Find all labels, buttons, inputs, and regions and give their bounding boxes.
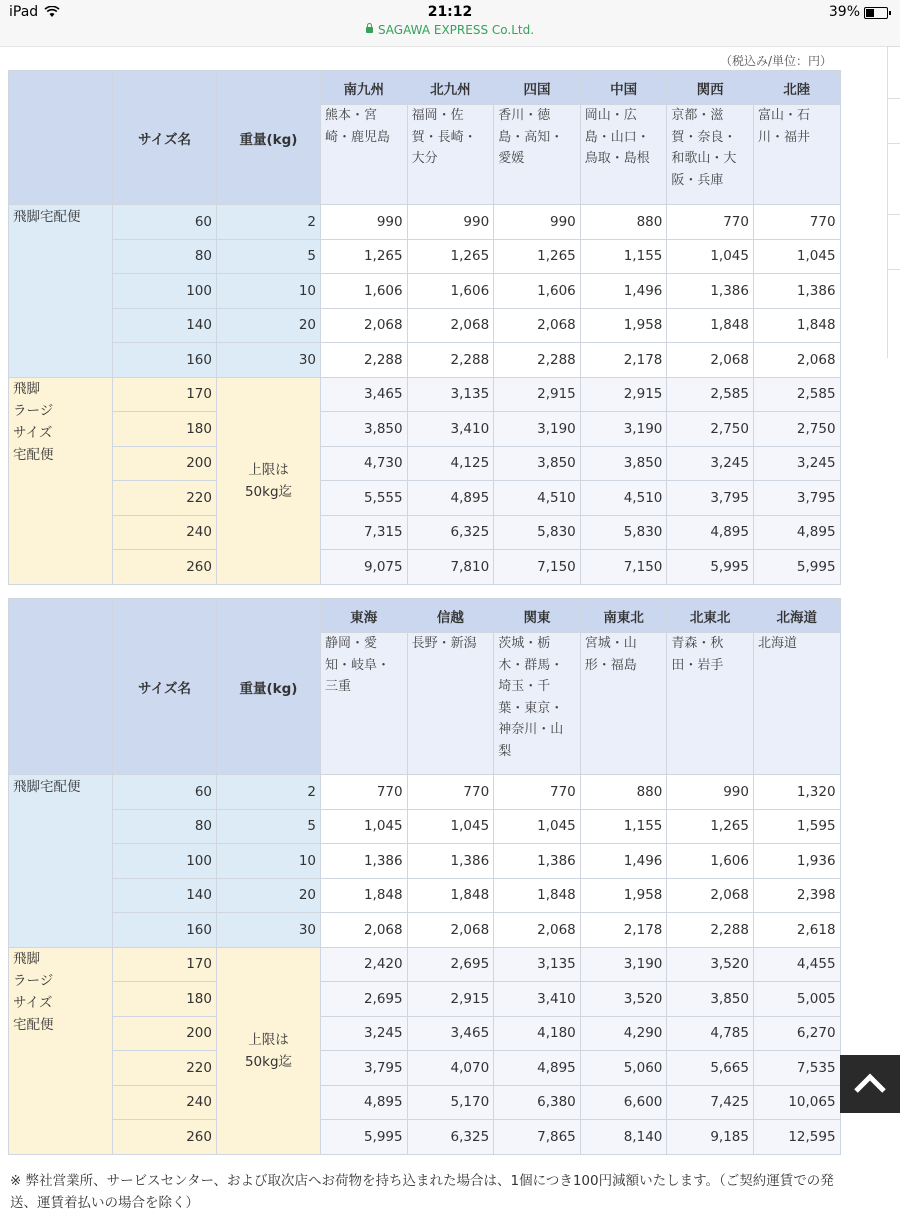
- size-header: サイズ名: [113, 71, 217, 205]
- weight-cell: 30: [217, 913, 321, 948]
- scroll-to-top-button[interactable]: [840, 1055, 900, 1113]
- price-cell: 4,510: [580, 481, 667, 516]
- size-cell: 260: [113, 1120, 217, 1155]
- size-cell: 220: [113, 1051, 217, 1086]
- price-cell: 770: [494, 775, 581, 810]
- size-cell: 140: [113, 878, 217, 913]
- weight-cell: 10: [217, 274, 321, 309]
- table-row: [9, 550, 841, 585]
- large-weight-limit: 上限は 50kg迄: [217, 947, 321, 1154]
- table-row: [9, 809, 841, 844]
- lock-icon: [366, 27, 373, 33]
- price-table-east: [8, 598, 841, 1155]
- price-cell: 4,895: [321, 1085, 408, 1120]
- price-cell: 1,386: [494, 844, 581, 879]
- weight-cell: 5: [217, 239, 321, 274]
- price-cell: 2,915: [494, 377, 581, 412]
- table-row: [9, 239, 841, 274]
- price-cell: 2,915: [580, 377, 667, 412]
- price-cell: 4,895: [494, 1051, 581, 1086]
- region-name: 関西: [667, 71, 754, 105]
- price-cell: 3,410: [494, 982, 581, 1017]
- price-cell: 1,848: [667, 308, 754, 343]
- price-cell: 1,155: [580, 809, 667, 844]
- price-cell: 770: [321, 775, 408, 810]
- service-standard-label: 飛脚宅配便: [9, 775, 113, 948]
- price-cell: 5,830: [580, 515, 667, 550]
- weight-header: 重量(kg): [217, 71, 321, 205]
- price-table-west: [8, 70, 841, 585]
- price-cell: 1,045: [753, 239, 840, 274]
- table-row: [9, 1120, 841, 1155]
- price-cell: 5,995: [321, 1120, 408, 1155]
- price-cell: 3,465: [407, 1016, 494, 1051]
- region-prefectures: 京都・滋 賀・奈良・ 和歌山・大 阪・兵庫: [667, 105, 754, 205]
- size-cell: 240: [113, 515, 217, 550]
- price-cell: 2,068: [321, 913, 408, 948]
- price-cell: 6,380: [494, 1085, 581, 1120]
- battery-icon: [864, 7, 888, 19]
- price-cell: 2,068: [494, 308, 581, 343]
- service-large-label: 飛脚 ラージ サイズ 宅配便: [9, 377, 113, 584]
- price-cell: 5,995: [667, 550, 754, 585]
- price-cell: 1,496: [580, 844, 667, 879]
- price-cell: 1,045: [667, 239, 754, 274]
- header-blank-cell: [9, 599, 113, 775]
- region-prefectures: 静岡・愛 知・岐阜・ 三重: [321, 633, 408, 775]
- region-prefectures: 岡山・広 島・山口・ 鳥取・島根: [580, 105, 667, 205]
- price-cell: 3,410: [407, 412, 494, 447]
- price-cell: 2,178: [580, 913, 667, 948]
- price-cell: 880: [580, 205, 667, 240]
- price-cell: 4,785: [667, 1016, 754, 1051]
- price-cell: 2,288: [407, 343, 494, 378]
- price-cell: 4,895: [667, 515, 754, 550]
- price-cell: 2,288: [494, 343, 581, 378]
- price-cell: 9,075: [321, 550, 408, 585]
- price-cell: 1,265: [494, 239, 581, 274]
- table-row: [9, 515, 841, 550]
- price-cell: 4,125: [407, 446, 494, 481]
- price-cell: 1,606: [407, 274, 494, 309]
- region-name: 中国: [580, 71, 667, 105]
- price-cell: 5,555: [321, 481, 408, 516]
- price-cell: 1,045: [494, 809, 581, 844]
- price-cell: 3,190: [494, 412, 581, 447]
- clock: 21:12: [427, 4, 473, 20]
- price-cell: 1,386: [753, 274, 840, 309]
- price-cell: 2,420: [321, 947, 408, 982]
- price-cell: 7,425: [667, 1085, 754, 1120]
- price-cell: 3,795: [321, 1051, 408, 1086]
- weight-cell: 10: [217, 844, 321, 879]
- price-cell: 1,848: [321, 878, 408, 913]
- price-cell: 2,068: [407, 308, 494, 343]
- price-cell: 880: [580, 775, 667, 810]
- battery-percent: 39%: [828, 4, 860, 20]
- price-cell: 3,850: [321, 412, 408, 447]
- price-cell: 5,060: [580, 1051, 667, 1086]
- table-row: [9, 1051, 841, 1086]
- address-bar[interactable]: [0, 23, 900, 37]
- price-cell: 7,535: [753, 1051, 840, 1086]
- region-prefectures: 富山・石 川・福井: [753, 105, 840, 205]
- price-cell: 1,936: [753, 844, 840, 879]
- price-cell: 3,465: [321, 377, 408, 412]
- service-standard-label: 飛脚宅配便: [9, 205, 113, 378]
- price-cell: 4,510: [494, 481, 581, 516]
- size-cell: 170: [113, 947, 217, 982]
- status-bar: [0, 0, 900, 47]
- price-cell: 3,245: [321, 1016, 408, 1051]
- size-cell: 80: [113, 809, 217, 844]
- size-cell: 220: [113, 481, 217, 516]
- price-cell: 3,520: [667, 947, 754, 982]
- price-cell: 1,848: [407, 878, 494, 913]
- region-prefectures: 長野・新潟: [407, 633, 494, 775]
- region-prefectures: 熊本・宮 崎・鹿児島: [321, 105, 408, 205]
- price-cell: 1,265: [667, 809, 754, 844]
- price-cell: 1,155: [580, 239, 667, 274]
- region-prefectures: 香川・徳 島・高知・ 愛媛: [494, 105, 581, 205]
- region-name: 北陸: [753, 71, 840, 105]
- table-row: [9, 308, 841, 343]
- price-cell: 990: [667, 775, 754, 810]
- size-cell: 160: [113, 913, 217, 948]
- price-cell: 1,848: [494, 878, 581, 913]
- footnote: ※ 弊社営業所、サービスセンター、および取次店へお荷物を持ち込まれた場合は、1個につき100円減額いたします。（ご契約運賃での発送、運賃着払いの場合を除く）: [10, 1173, 834, 1211]
- header-blank-cell: [9, 71, 113, 205]
- price-cell: 770: [407, 775, 494, 810]
- price-cell: 2,585: [753, 377, 840, 412]
- price-cell: 1,606: [667, 844, 754, 879]
- price-cell: 1,386: [321, 844, 408, 879]
- size-cell: 240: [113, 1085, 217, 1120]
- price-cell: 2,695: [321, 982, 408, 1017]
- price-cell: 1,958: [580, 878, 667, 913]
- table-row: [9, 1085, 841, 1120]
- price-cell: 4,895: [753, 515, 840, 550]
- price-cell: 10,065: [753, 1085, 840, 1120]
- size-cell: 160: [113, 343, 217, 378]
- large-weight-limit: 上限は 50kg迄: [217, 377, 321, 584]
- price-cell: 3,850: [494, 446, 581, 481]
- size-cell: 100: [113, 844, 217, 879]
- price-cell: 1,265: [407, 239, 494, 274]
- price-cell: 5,830: [494, 515, 581, 550]
- price-cell: 4,730: [321, 446, 408, 481]
- price-cell: 2,618: [753, 913, 840, 948]
- size-cell: 80: [113, 239, 217, 274]
- price-cell: 5,995: [753, 550, 840, 585]
- price-cell: 2,068: [667, 343, 754, 378]
- size-cell: 60: [113, 775, 217, 810]
- price-cell: 2,750: [753, 412, 840, 447]
- price-cell: 4,070: [407, 1051, 494, 1086]
- price-cell: 1,265: [321, 239, 408, 274]
- table-row: [9, 343, 841, 378]
- region-prefectures: 宮城・山 形・福島: [580, 633, 667, 775]
- region-prefectures: 茨城・栃 木・群馬・ 埼玉・千 葉・東京・ 神奈川・山 梨: [494, 633, 581, 775]
- size-cell: 200: [113, 1016, 217, 1051]
- price-cell: 7,315: [321, 515, 408, 550]
- price-cell: 1,045: [321, 809, 408, 844]
- price-cell: 2,068: [667, 878, 754, 913]
- weight-cell: 20: [217, 878, 321, 913]
- price-cell: 2,068: [321, 308, 408, 343]
- weight-cell: 5: [217, 809, 321, 844]
- region-name: 南東北: [580, 599, 667, 633]
- table-row: [9, 274, 841, 309]
- size-header: サイズ名: [113, 599, 217, 775]
- site-name: SAGAWA EXPRESS Co.Ltd.: [377, 23, 535, 37]
- price-cell: 770: [753, 205, 840, 240]
- price-cell: 4,455: [753, 947, 840, 982]
- price-cell: 2,585: [667, 377, 754, 412]
- size-cell: 180: [113, 412, 217, 447]
- price-cell: 1,386: [667, 274, 754, 309]
- size-cell: 200: [113, 446, 217, 481]
- price-cell: 3,850: [667, 982, 754, 1017]
- price-cell: 2,178: [580, 343, 667, 378]
- price-cell: 1,595: [753, 809, 840, 844]
- price-cell: 5,665: [667, 1051, 754, 1086]
- price-cell: 990: [321, 205, 408, 240]
- price-cell: 7,810: [407, 550, 494, 585]
- price-cell: 2,750: [667, 412, 754, 447]
- price-cell: 2,398: [753, 878, 840, 913]
- price-cell: 6,325: [407, 515, 494, 550]
- weight-header: 重量(kg): [217, 599, 321, 775]
- region-name: 四国: [494, 71, 581, 105]
- tax-unit-note: （税込み/単位：円）: [719, 54, 832, 68]
- region-name: 南九州: [321, 71, 408, 105]
- table-row: [9, 775, 841, 810]
- price-cell: 1,848: [753, 308, 840, 343]
- price-cell: 1,958: [580, 308, 667, 343]
- region-name: 東海: [321, 599, 408, 633]
- price-cell: 3,190: [580, 412, 667, 447]
- table-row: [9, 377, 841, 412]
- price-cell: 3,245: [667, 446, 754, 481]
- price-cell: 6,600: [580, 1085, 667, 1120]
- table-row: [9, 844, 841, 879]
- table-row: [9, 481, 841, 516]
- weight-cell: 20: [217, 308, 321, 343]
- price-cell: 6,270: [753, 1016, 840, 1051]
- price-cell: 8,140: [580, 1120, 667, 1155]
- price-cell: 3,795: [667, 481, 754, 516]
- page-edge: [887, 46, 900, 1056]
- region-prefectures: 北海道: [753, 633, 840, 775]
- region-prefectures: 青森・秋 田・岩手: [667, 633, 754, 775]
- table-row: [9, 412, 841, 447]
- price-cell: 1,496: [580, 274, 667, 309]
- price-cell: 9,185: [667, 1120, 754, 1155]
- price-cell: 1,045: [407, 809, 494, 844]
- price-cell: 2,288: [321, 343, 408, 378]
- price-cell: 3,795: [753, 481, 840, 516]
- region-name: 北九州: [407, 71, 494, 105]
- service-large-label: 飛脚 ラージ サイズ 宅配便: [9, 947, 113, 1154]
- price-cell: 990: [494, 205, 581, 240]
- price-cell: 7,150: [494, 550, 581, 585]
- price-cell: 1,606: [494, 274, 581, 309]
- table-row: [9, 446, 841, 481]
- price-cell: 4,180: [494, 1016, 581, 1051]
- price-cell: 3,135: [407, 377, 494, 412]
- price-cell: 1,606: [321, 274, 408, 309]
- chevron-up-icon: [840, 1055, 900, 1113]
- price-cell: 6,325: [407, 1120, 494, 1155]
- price-cell: 3,520: [580, 982, 667, 1017]
- price-cell: 3,135: [494, 947, 581, 982]
- price-cell: 5,005: [753, 982, 840, 1017]
- table-row: [9, 878, 841, 913]
- size-cell: 140: [113, 308, 217, 343]
- size-cell: 260: [113, 550, 217, 585]
- table-row: [9, 913, 841, 948]
- price-cell: 7,865: [494, 1120, 581, 1155]
- region-name: 信越: [407, 599, 494, 633]
- price-cell: 770: [667, 205, 754, 240]
- table-row: [9, 982, 841, 1017]
- size-cell: 60: [113, 205, 217, 240]
- price-cell: 2,068: [407, 913, 494, 948]
- price-cell: 1,320: [753, 775, 840, 810]
- weight-cell: 2: [217, 775, 321, 810]
- price-cell: 2,695: [407, 947, 494, 982]
- price-cell: 2,068: [494, 913, 581, 948]
- size-cell: 170: [113, 377, 217, 412]
- price-cell: 4,895: [407, 481, 494, 516]
- price-cell: 5,170: [407, 1085, 494, 1120]
- region-prefectures: 福岡・佐 賀・長崎・ 大分: [407, 105, 494, 205]
- price-cell: 3,850: [580, 446, 667, 481]
- table-row: [9, 947, 841, 982]
- weight-cell: 30: [217, 343, 321, 378]
- size-cell: 180: [113, 982, 217, 1017]
- region-name: 北東北: [667, 599, 754, 633]
- device-name: iPad: [9, 4, 39, 20]
- table-row: [9, 1016, 841, 1051]
- weight-cell: 2: [217, 205, 321, 240]
- region-name: 北海道: [753, 599, 840, 633]
- price-cell: 1,386: [407, 844, 494, 879]
- region-name: 関東: [494, 599, 581, 633]
- price-cell: 12,595: [753, 1120, 840, 1155]
- price-cell: 4,290: [580, 1016, 667, 1051]
- price-cell: 3,245: [753, 446, 840, 481]
- price-cell: 990: [407, 205, 494, 240]
- price-cell: 2,288: [667, 913, 754, 948]
- price-cell: 2,915: [407, 982, 494, 1017]
- price-cell: 7,150: [580, 550, 667, 585]
- price-cell: 2,068: [753, 343, 840, 378]
- size-cell: 100: [113, 274, 217, 309]
- table-row: [9, 205, 841, 240]
- price-cell: 3,190: [580, 947, 667, 982]
